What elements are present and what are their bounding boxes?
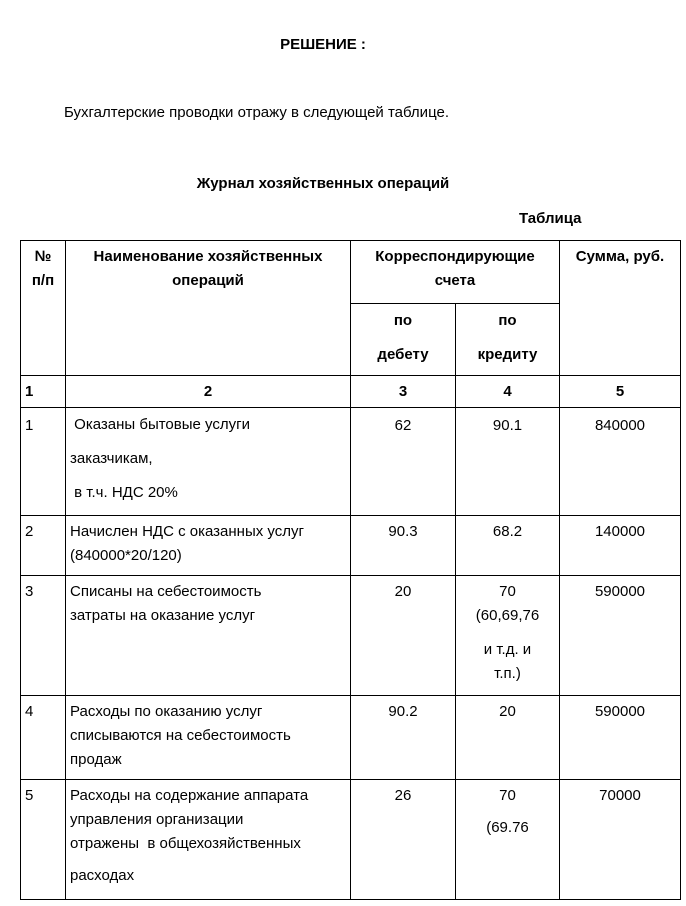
row-sum: 840000 bbox=[560, 408, 681, 516]
index-cell: 3 bbox=[351, 376, 456, 408]
row-number: 3 bbox=[21, 576, 66, 696]
header-sum: Сумма, руб. bbox=[560, 241, 681, 376]
row-operation-name: Списаны на себестоимость затраты на оказание услуг bbox=[66, 576, 351, 696]
index-cell: 2 bbox=[66, 376, 351, 408]
header-credit: по кредиту bbox=[456, 304, 560, 376]
row-debit: 26 bbox=[351, 780, 456, 900]
index-cell: 1 bbox=[21, 376, 66, 408]
solution-heading: РЕШЕНИЕ : bbox=[280, 36, 366, 53]
row-operation-name: Оказаны бытовые услуги заказчикам, в т.ч. НДС 20% bbox=[66, 408, 351, 516]
journal-table bbox=[20, 240, 681, 900]
table-row bbox=[21, 696, 681, 780]
column-index-row bbox=[21, 376, 681, 408]
index-cell: 4 bbox=[456, 376, 560, 408]
row-credit: 90.1 bbox=[456, 408, 560, 516]
row-debit: 62 bbox=[351, 408, 456, 516]
index-cell: 5 bbox=[560, 376, 681, 408]
header-number: № п/п bbox=[21, 241, 66, 376]
row-number: 1 bbox=[21, 408, 66, 516]
row-sum: 140000 bbox=[560, 516, 681, 576]
header-accounts: Корреспондирующие счета bbox=[351, 241, 560, 304]
row-operation-name: Расходы по оказанию услуг списываются на себестоимость продаж bbox=[66, 696, 351, 780]
row-operation-name: Расходы на содержание аппарата управления организации отражены в общехозяйственных расходах bbox=[66, 780, 351, 900]
header-operation-name: Наименование хозяйственных операций bbox=[66, 241, 351, 376]
row-number: 5 bbox=[21, 780, 66, 900]
row-debit: 90.3 bbox=[351, 516, 456, 576]
table-row bbox=[21, 408, 681, 516]
table-caption: Таблица bbox=[519, 210, 582, 227]
table-row bbox=[21, 576, 681, 696]
row-number: 4 bbox=[21, 696, 66, 780]
row-credit: 70 (60,69,76 и т.д. и т.п.) bbox=[456, 576, 560, 696]
row-credit: 70 (69.76 bbox=[456, 780, 560, 900]
table-row bbox=[21, 516, 681, 576]
row-number: 2 bbox=[21, 516, 66, 576]
row-debit: 90.2 bbox=[351, 696, 456, 780]
journal-title: Журнал хозяйственных операций bbox=[196, 175, 450, 192]
table-row bbox=[21, 780, 681, 900]
row-credit: 68.2 bbox=[456, 516, 560, 576]
row-operation-name: Начислен НДС с оказанных услуг (840000*20/120) bbox=[66, 516, 351, 576]
intro-text: Бухгалтерские проводки отражу в следующей таблице. bbox=[64, 104, 449, 121]
header-debit: по дебету bbox=[351, 304, 456, 376]
row-sum: 590000 bbox=[560, 576, 681, 696]
row-sum: 70000 bbox=[560, 780, 681, 900]
row-debit: 20 bbox=[351, 576, 456, 696]
row-credit: 20 bbox=[456, 696, 560, 780]
row-sum: 590000 bbox=[560, 696, 681, 780]
